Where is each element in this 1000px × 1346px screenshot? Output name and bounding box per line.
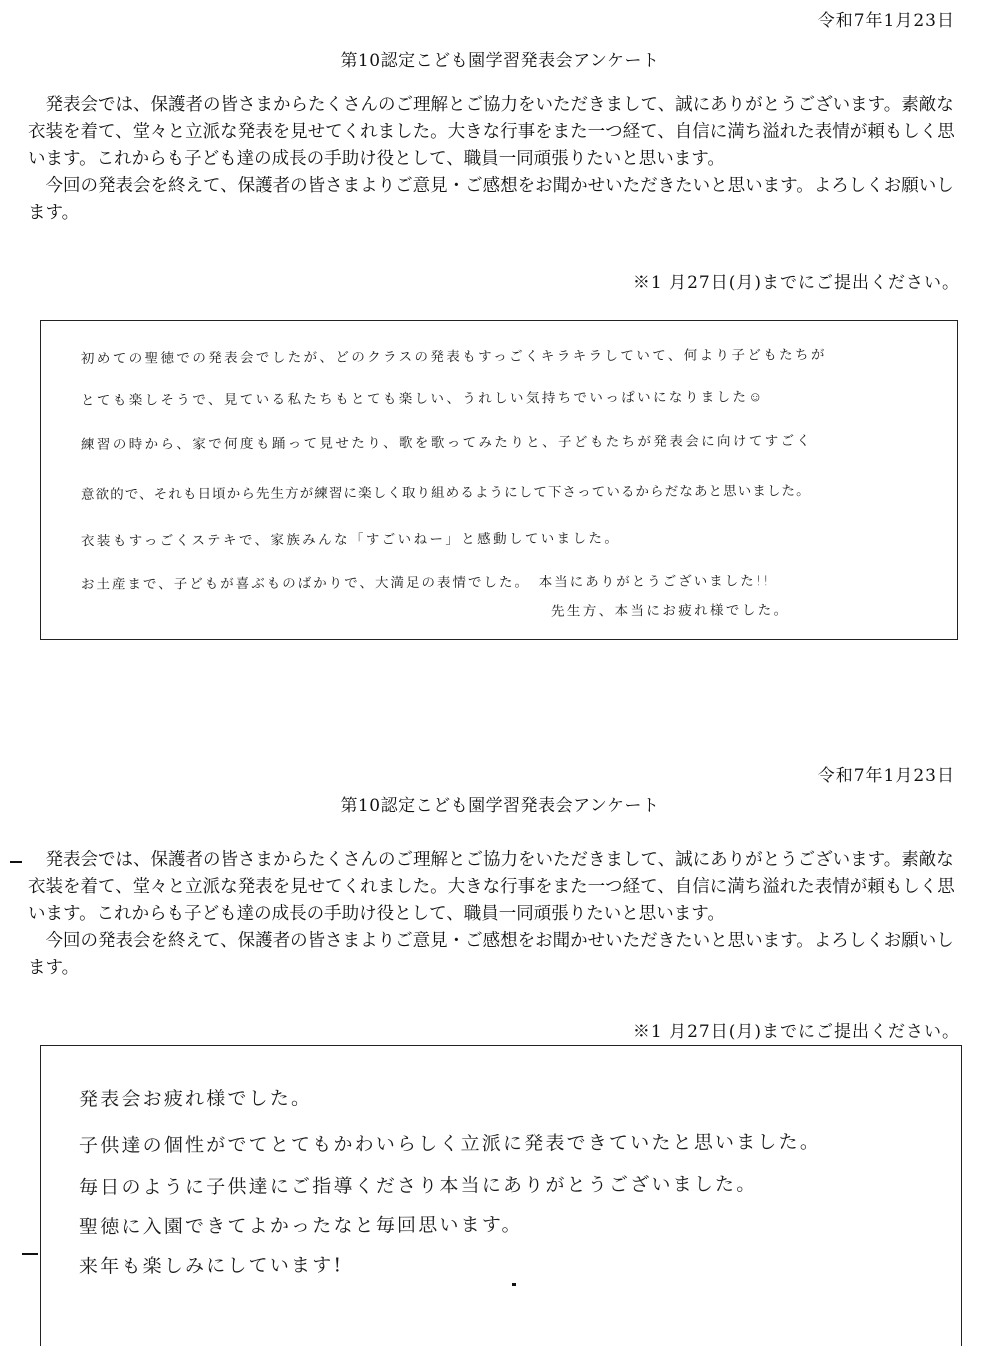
handwritten-line: 意欲的で、それも日頃から先生方が練習に楽しく取り組めるようにして下さっているからだなあと思いました。 (80, 483, 811, 503)
response-box (40, 1045, 962, 1346)
survey-sheet-1 (0, 0, 1000, 660)
scan-speck (10, 861, 22, 863)
handwritten-line: お土産まで、子どもが喜ぶものばかりで、大満足の表情でした。 本当にありがとうございました!! (80, 573, 771, 593)
submission-deadline: ※1 月27日(月)までにご提出ください。 (632, 1022, 960, 1042)
handwritten-line: 初めての聖徳での発表会でしたが、どのクラスの発表もすっごくキラキラしていて、何より子どもたちが (80, 347, 827, 367)
survey-sheet-2 (0, 755, 1000, 1333)
intro-paragraph: 発表会では、保護者の皆さまからたくさんのご理解とご協力をいただきまして、誠にありがとうございます。素敵な衣装を着て、堂々と立派な発表を見せてくれました。大きな行事をまた一つ経て、自信に満ち溢れた表情が頼もしく思います。これからも子ども達の成長の手助け役として、職員一同頑張りたいと思います。 (28, 95, 955, 169)
intro-paragraph: 今回の発表会を終えて、保護者の皆さまよりご意見・ご感想をお聞かせいただきたいと思います。よろしくお願いします。 (28, 176, 954, 223)
document-date: 令和7年1月23日 (817, 11, 955, 31)
document-title: 第10認定こども園学習発表会アンケート (340, 51, 660, 71)
handwritten-line: 発表会お疲れ様でした。 (78, 1087, 313, 1111)
handwritten-line: とても楽しそうで、見ている私たちもとても楽しい、うれしい気持ちでいっぱいになりました☺ (80, 389, 765, 409)
document-date: 令和7年1月23日 (817, 766, 955, 786)
intro-paragraph: 発表会では、保護者の皆さまからたくさんのご理解とご協力をいただきまして、誠にありがとうございます。素敵な衣装を着て、堂々と立派な発表を見せてくれました。大きな行事をまた一つ経て、自信に満ち溢れた表情が頼もしく思います。これからも子ども達の成長の手助け役として、職員一同頑張りたいと思います。 (28, 850, 955, 924)
handwritten-line: 練習の時から、家で何度も踊って見せたり、歌を歌ってみたりと、子どもたちが発表会に向けてすごく (80, 433, 813, 453)
intro-text (28, 92, 960, 227)
handwritten-line: 先生方、本当にお疲れ様でした。 (550, 602, 790, 620)
scan-speck (512, 1283, 516, 1286)
handwritten-line: 衣装もすっごくステキで、家族みんな「すごいねー」と感動していました。 (80, 530, 621, 550)
handwritten-line: 来年も楽しみにしています! (78, 1254, 344, 1278)
scan-speck (22, 1253, 38, 1255)
handwritten-line: 子供達の個性がでてとてもかわいらしく立派に発表できていたと思いました。 (78, 1131, 822, 1157)
response-box (40, 320, 958, 640)
intro-text (28, 847, 960, 982)
document-title: 第10認定こども園学習発表会アンケート (340, 796, 660, 816)
submission-deadline: ※1 月27日(月)までにご提出ください。 (632, 273, 960, 293)
intro-paragraph: 今回の発表会を終えて、保護者の皆さまよりご意見・ご感想をお聞かせいただきたいと思います。よろしくお願いします。 (28, 931, 954, 978)
handwritten-line: 聖徳に入園できてよかったなと毎回思います。 (78, 1213, 523, 1239)
handwritten-line: 毎日のように子供達にご指導くださり本当にありがとうございました。 (78, 1173, 758, 1199)
